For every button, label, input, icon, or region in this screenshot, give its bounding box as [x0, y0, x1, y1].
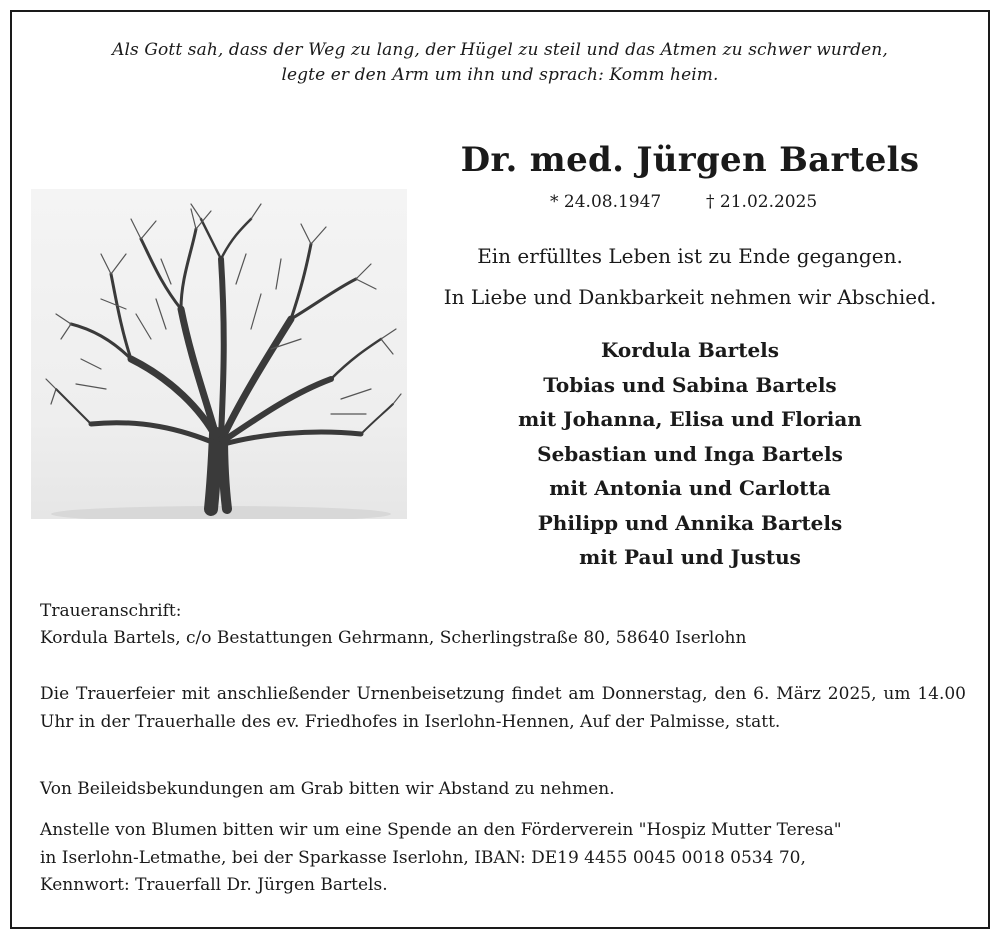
family-member: mit Johanna, Elisa und Florian: [518, 407, 862, 431]
motto-line-2: legte er den Arm um ihn und sprach: Komm heim.: [281, 65, 719, 85]
bare-tree-icon: [31, 189, 407, 519]
deceased-name: Dr. med. Jürgen Bartels: [460, 140, 920, 180]
family-member: Tobias und Sabina Bartels: [543, 372, 837, 397]
condolences-text: Von Beileidsbekundungen am Grab bitten wir Abstand zu nehmen.: [40, 779, 615, 799]
farewell-line-2: In Liebe und Dankbarkeit nehmen wir Abschied.: [443, 285, 937, 309]
family-member: Kordula Bartels: [600, 338, 780, 362]
donation-text: [40, 817, 970, 900]
family-member: mit Antonia und Carlotta: [549, 476, 831, 500]
address-label: Traueranschrift:: [40, 601, 182, 621]
tree-image: [31, 189, 407, 519]
donation-line-2: in Iserlohn-Letmathe, bei der Sparkasse Iserlohn, IBAN: DE19 4455 0045 0018 0534 70,: [40, 847, 806, 868]
death-date: † 21.02.2025: [706, 192, 818, 212]
address-value: Kordula Bartels, c/o Bestattungen Gehrmann, Scherlingstraße 80, 58640 Iserlohn: [40, 628, 747, 648]
birth-date: * 24.08.1947: [550, 192, 662, 212]
family-member: Sebastian und Inga Bartels: [537, 441, 843, 466]
farewell-line-1: Ein erfülltes Leben ist zu Ende gegangen.: [477, 244, 903, 268]
family-member: Philipp und Annika Bartels: [537, 510, 843, 535]
donation-line-1: Anstelle von Blumen bitten wir um eine Spende an den Förderverein "Hospiz Mutter Teresa": [40, 820, 842, 840]
family-member: mit Paul und Justus: [579, 545, 801, 569]
family-list: [420, 333, 960, 575]
motto-line-1: Als Gott sah, dass der Weg zu lang, der Hügel zu steil und das Atmen zu schwer wurden,: [112, 40, 888, 60]
donation-line-3: Kennwort: Trauerfall Dr. Jürgen Bartels.: [40, 875, 388, 895]
ceremony-text: Die Trauerfeier mit anschließender Urnenbeisetzung findet am Donnerstag, den 6. März 2025, um 14.00 Uhr in der Trauerhalle des ev. Friedhofes in Iserlohn-Hennen, Auf der Palmisse, statt.: [40, 684, 966, 732]
